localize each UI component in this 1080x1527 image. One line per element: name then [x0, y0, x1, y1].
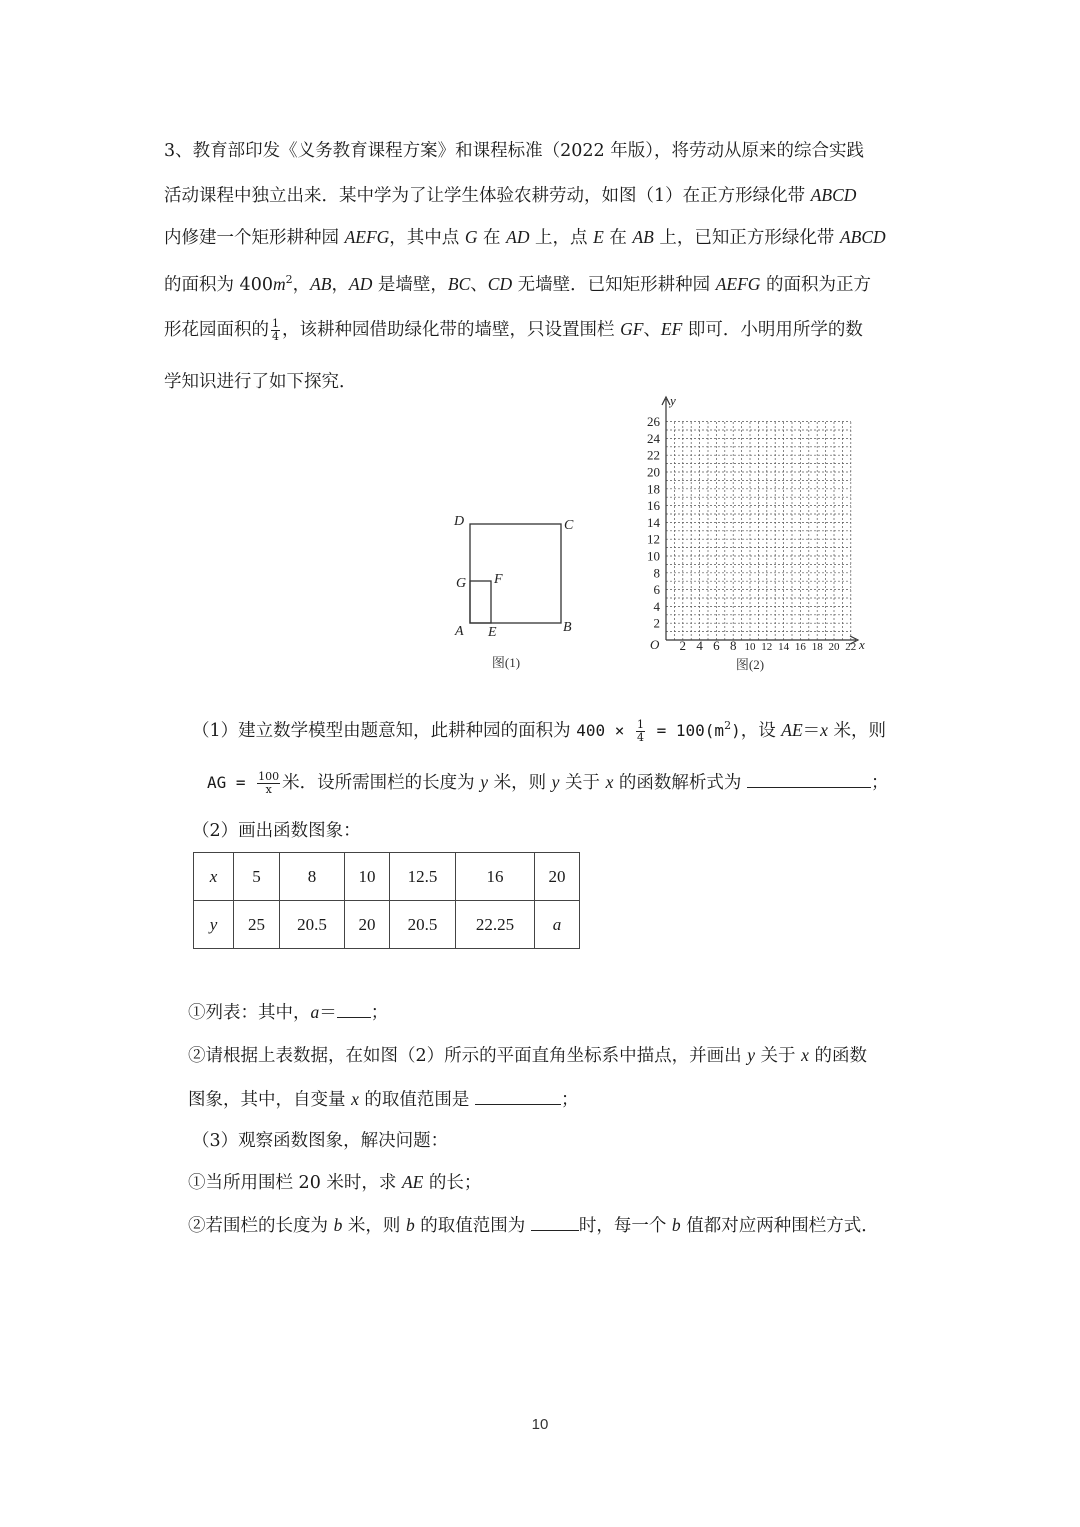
- y-tick-label: 26: [647, 414, 660, 430]
- x-tick-label: 4: [696, 638, 703, 653]
- q3-title: （3）观察函数图象，解决问题：: [192, 1131, 449, 1151]
- q1-line-2: AG = $\frac{100}{x}$ 米．设所需围栏的长度为 y 米，则 y 关于 x 的函数解析式为 ；: [207, 770, 889, 796]
- label-e: E: [488, 625, 497, 640]
- y-tick-label: 12: [647, 531, 660, 547]
- label-b: B: [563, 620, 572, 635]
- problem-line-2: 活动课程中独立出来．某中学为了让学生体验农耕劳动，如图（1）在正方形绿化带 ABCD: [164, 185, 857, 206]
- fraction-100-over-x: $\frac{100}{x}$: [258, 770, 280, 796]
- y-tick-label: 6: [653, 582, 660, 598]
- x-tick-label: 8: [729, 638, 737, 653]
- table-cell-unknown-a: a: [535, 901, 580, 949]
- square-abcd: [470, 524, 561, 623]
- y-axis-label: y: [670, 393, 676, 408]
- answer-blank-function[interactable]: [747, 773, 871, 788]
- x-tick-label: 20: [828, 641, 840, 653]
- y-tick-label: 14: [647, 514, 660, 530]
- table-row-x: [194, 853, 580, 901]
- problem-line-6: 学知识进行了如下探究．: [164, 372, 357, 392]
- table-cell: 8: [280, 853, 345, 901]
- value-table: [193, 852, 580, 949]
- table-cell: 25: [234, 901, 280, 949]
- y-tick-label: 24: [647, 430, 660, 446]
- q2-step-1: ①列表：其中，a＝ ；: [188, 1002, 389, 1023]
- table-cell: 10: [345, 853, 390, 901]
- figure-1-square-diagram: [440, 505, 590, 675]
- table-header-x: x: [194, 853, 234, 901]
- problem-line-5: 形花园面积的 $\frac{1}{4}$ ，该耕种园借助绿化带的墙壁，只设置围栏 GF、EF 即可．小明用所学的数: [164, 317, 863, 343]
- answer-blank-b-range[interactable]: [531, 1216, 579, 1231]
- problem-line-3: 内修建一个矩形耕种园 AEFG，其中点 G 在 AD 上，点 E 在 AB 上，已知正方形绿化带 ABCD: [164, 227, 886, 248]
- y-tick-label: 22: [647, 447, 660, 463]
- label-f: F: [494, 572, 503, 587]
- table-cell: 20.5: [280, 901, 345, 949]
- table-cell: 22.25: [456, 901, 535, 949]
- q2-title: （2）画出函数图象：: [192, 821, 361, 841]
- label-c: C: [564, 518, 574, 533]
- x-tick-label: 22: [845, 641, 857, 653]
- y-tick-label: 16: [647, 498, 660, 514]
- problem-line-1: 3、教育部印发《义务教育课程方案》和课程标准（2022 年版），将劳动从原来的综合实践: [164, 141, 864, 161]
- origin-label: O: [650, 637, 660, 652]
- x-tick-label: 2: [679, 638, 687, 653]
- q2-step-2-cont: 图象，其中，自变量 x 的取值范围是 ；: [188, 1089, 579, 1110]
- figure-1-caption: 图(1): [491, 655, 521, 670]
- q3-step-2: ②若围栏的长度为 b 米，则 b 的取值范围为 时，每一个 b 值都对应两种围栏方式．: [188, 1215, 879, 1236]
- q3-step-1: ①当所用围栏 20 米时，求 AE 的长；: [188, 1172, 482, 1193]
- table-row-y: [194, 901, 580, 949]
- figure-2-coordinate-grid: [630, 393, 880, 678]
- x-axis-label: x: [859, 637, 865, 652]
- figure-2-caption: 图(2): [735, 657, 765, 672]
- q2-step-2: ②请根据上表数据，在如图（2）所示的平面直角坐标系中描点，并画出 y 关于 x 的函数: [188, 1045, 867, 1066]
- answer-blank-domain[interactable]: [475, 1090, 561, 1105]
- grid-lines: [666, 422, 851, 640]
- x-tick-label: 18: [811, 641, 823, 653]
- label-g: G: [456, 576, 467, 591]
- y-tick-label: 10: [647, 548, 660, 564]
- table-cell: 16: [456, 853, 535, 901]
- x-tick-label: 16: [794, 641, 806, 653]
- table-cell: 20: [345, 901, 390, 949]
- y-tick-label: 4: [653, 598, 660, 614]
- y-tick-label: 18: [647, 481, 660, 497]
- x-tick-label: 14: [778, 641, 790, 653]
- fraction-one-quarter: $\frac{1}{4}$: [272, 317, 279, 343]
- answer-blank-a[interactable]: [337, 1003, 371, 1018]
- x-tick-label: 10: [744, 641, 756, 653]
- fraction-one-quarter-q1: $\frac{1}{4}$: [637, 717, 644, 744]
- table-cell: 5: [234, 853, 280, 901]
- label-a: A: [455, 624, 464, 639]
- rectangle-aefg: [470, 581, 491, 623]
- table-cell: 20: [535, 853, 580, 901]
- y-tick-label: 20: [647, 464, 660, 480]
- table-cell: 20.5: [390, 901, 456, 949]
- page-number: 10: [531, 1416, 549, 1433]
- x-tick-label: 12: [761, 641, 773, 653]
- label-d: D: [454, 514, 465, 529]
- x-tick-label: 6: [713, 638, 720, 653]
- y-tick-label: 2: [653, 615, 660, 631]
- table-cell: 12.5: [390, 853, 456, 901]
- y-tick-label: 8: [653, 565, 660, 581]
- q1-line-1: （1）建立数学模型由题意知，此耕种园的面积为 400 × $\frac{1}{4}$ = $100(m^2)$，设 AE＝x 米，则: [192, 717, 887, 744]
- problem-line-4: 的面积为 $400m^2$，AB，AD 是墙壁，BC、CD 无墙壁．已知矩形耕种园 AEFG 的面积为正方: [164, 273, 871, 295]
- table-header-y: y: [194, 901, 234, 949]
